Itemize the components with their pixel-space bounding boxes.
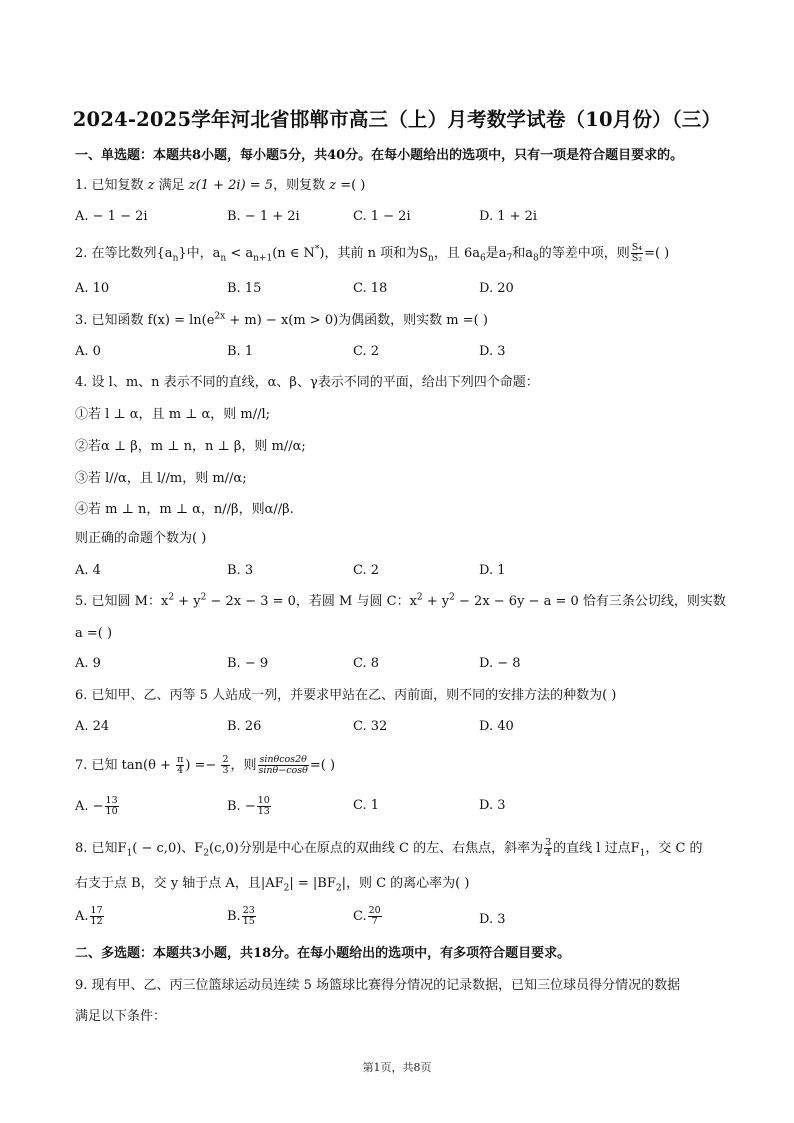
- q3-option-d[interactable]: D. 3: [479, 344, 506, 359]
- question-3: 3. 已知函数 $f(x) = \ln(e^{2x} + m) - x(m > 0)$为偶函数，则实数 m =( ): [75, 311, 488, 328]
- q3-option-c[interactable]: C. 2: [353, 344, 380, 359]
- q8-option-a[interactable]: A. $\frac{17}{12}$: [75, 905, 103, 927]
- q2-option-a[interactable]: A. 10: [75, 281, 110, 296]
- question-8: 8. 已知$F_1( - c,0)$、$F_2(c,0)$分别是中心在原点的双曲线 C 的左、右焦点，斜率为 $\frac{3}{4}$ 的直线 l 过点$F_1$，交 C 的: [75, 837, 703, 859]
- question-9: 9. 现有甲、乙、丙三位篮球运动员连续 5 场篮球比赛得分情况的记录数据，已知三位球员得分情况的数据: [75, 978, 681, 993]
- question-8-cont: 右支于点 B，交 y 轴于点 A，且$|AF_2| = |BF_2|$，则 C 的离心率为( ): [75, 876, 470, 894]
- q7-option-b[interactable]: B. − $\frac{10}{13}$: [227, 795, 270, 817]
- slope-fraction: $\frac{3}{4}$: [545, 837, 552, 859]
- q4-option-c[interactable]: C. 2: [353, 563, 380, 578]
- section-multi-choice: 二、多选题：本题共3小题，共18分。在每小题给出的选项中，有多项符合题目要求。: [75, 946, 571, 961]
- question-5-cont: a =( ): [75, 626, 113, 641]
- q5-option-a[interactable]: A. 9: [75, 656, 101, 671]
- trig-fraction: $\frac{\sin\theta\cos 2\theta}{\sin\theta-\cos\theta}$: [258, 754, 308, 776]
- q6-option-d[interactable]: D. 40: [479, 719, 514, 734]
- q1-option-c[interactable]: C. 1 − 2i: [353, 209, 411, 224]
- q2-option-c[interactable]: C. 18: [353, 281, 388, 296]
- question-2: 2. 在等比数列$\{a_n\}$中，$a_n < a_{n+1}(n$ ∈ N*)，其前 n 项和为$S_n$，且 $6a_6$是$a_7$和$a_8$的等差中项，则 $\frac{\text{S₄}}{\text{S₂}}$ =( ): [75, 242, 670, 264]
- q1-option-a[interactable]: A. − 1 − 2i: [75, 209, 148, 224]
- q6-option-a[interactable]: A. 24: [75, 719, 110, 734]
- question-7: 7. 已知 tan(θ + $\frac{\pi}{4}$ ) =− $\frac{2}{3}$ ，则 $\frac{\sin\theta\cos 2\theta}{\sin\theta-\cos\theta}$ =( ): [75, 754, 336, 776]
- q4-proposition-3: ③若 l//α，且 l//m，则 m//α;: [75, 471, 247, 486]
- question-4: 4. 设 l、m、n 表示不同的直线，α、β、γ表示不同的平面，给出下列四个命题：: [75, 375, 539, 390]
- q8-option-c[interactable]: C. $\frac{20}{7}$: [353, 905, 381, 927]
- q7-option-d[interactable]: D. 3: [479, 798, 506, 813]
- q7-option-c[interactable]: C. 1: [353, 798, 380, 813]
- page-title: 2024-2025学年河北省邯郸市高三（上）月考数学试卷（10月份）（三）: [72, 108, 722, 131]
- two-thirds-fraction: $\frac{2}{3}$: [222, 754, 229, 776]
- q2-option-d[interactable]: D. 20: [479, 281, 514, 296]
- q6-option-c[interactable]: C. 32: [353, 719, 388, 734]
- q1-option-b[interactable]: B. − 1 + 2i: [227, 209, 300, 224]
- s4-over-s2-fraction: $\frac{\text{S₄}}{\text{S₂}}$: [631, 242, 643, 264]
- q6-option-b[interactable]: B. 26: [227, 719, 262, 734]
- q8-option-b[interactable]: B. $\frac{23}{15}$: [227, 905, 255, 927]
- q3-option-b[interactable]: B. 1: [227, 344, 254, 359]
- q8-option-d[interactable]: D. 3: [479, 912, 506, 927]
- question-6: 6. 已知甲、乙、丙等 5 人站成一列，并要求甲站在乙、丙前面，则不同的安排方法的种数为( ): [75, 688, 617, 703]
- q4-proposition-1: ①若 l ⊥ α，且 m ⊥ α，则 m//l;: [75, 407, 271, 422]
- q3-option-a[interactable]: A. 0: [75, 344, 101, 359]
- q4-ask: 则正确的命题个数为( ): [75, 531, 207, 546]
- q4-option-d[interactable]: D. 1: [479, 563, 506, 578]
- page-footer: 第1页，共8页: [362, 1061, 432, 1074]
- section-single-choice: 一、单选题：本题共8小题，每小题5分，共40分。在每小题给出的选项中，只有一项是符合题目要求的。: [75, 148, 684, 163]
- question-1: 1. 已知复数 z 满足 z(1 + 2i) = 5，则复数 z =( ): [75, 178, 366, 193]
- q2-option-b[interactable]: B. 15: [227, 281, 262, 296]
- question-9-cont: 满足以下条件：: [75, 1009, 167, 1024]
- q1-option-d[interactable]: D. 1 + 2i: [479, 209, 538, 224]
- pi-over-4-fraction: $\frac{\pi}{4}$: [177, 754, 184, 776]
- q5-option-d[interactable]: D. − 8: [479, 656, 521, 671]
- q5-option-c[interactable]: C. 8: [353, 656, 380, 671]
- q4-option-a[interactable]: A. 4: [75, 563, 101, 578]
- question-5: 5. 已知圆 M：$x^2 + y^2 - 2x - 3 = 0$，若圆 M 与圆 C：$x^2 + y^2 - 2x - 6y - a = 0$ 恰有三条公切线，则实数: [75, 592, 726, 609]
- q4-option-b[interactable]: B. 3: [227, 563, 254, 578]
- q4-proposition-2: ②若α ⊥ β，m ⊥ n，n ⊥ β，则 m//α;: [75, 439, 306, 454]
- q4-proposition-4: ④若 m ⊥ n，m ⊥ α，n//β，则α//β.: [75, 502, 294, 517]
- q5-option-b[interactable]: B. − 9: [227, 656, 269, 671]
- q7-option-a[interactable]: A. − $\frac{13}{10}$: [75, 795, 118, 817]
